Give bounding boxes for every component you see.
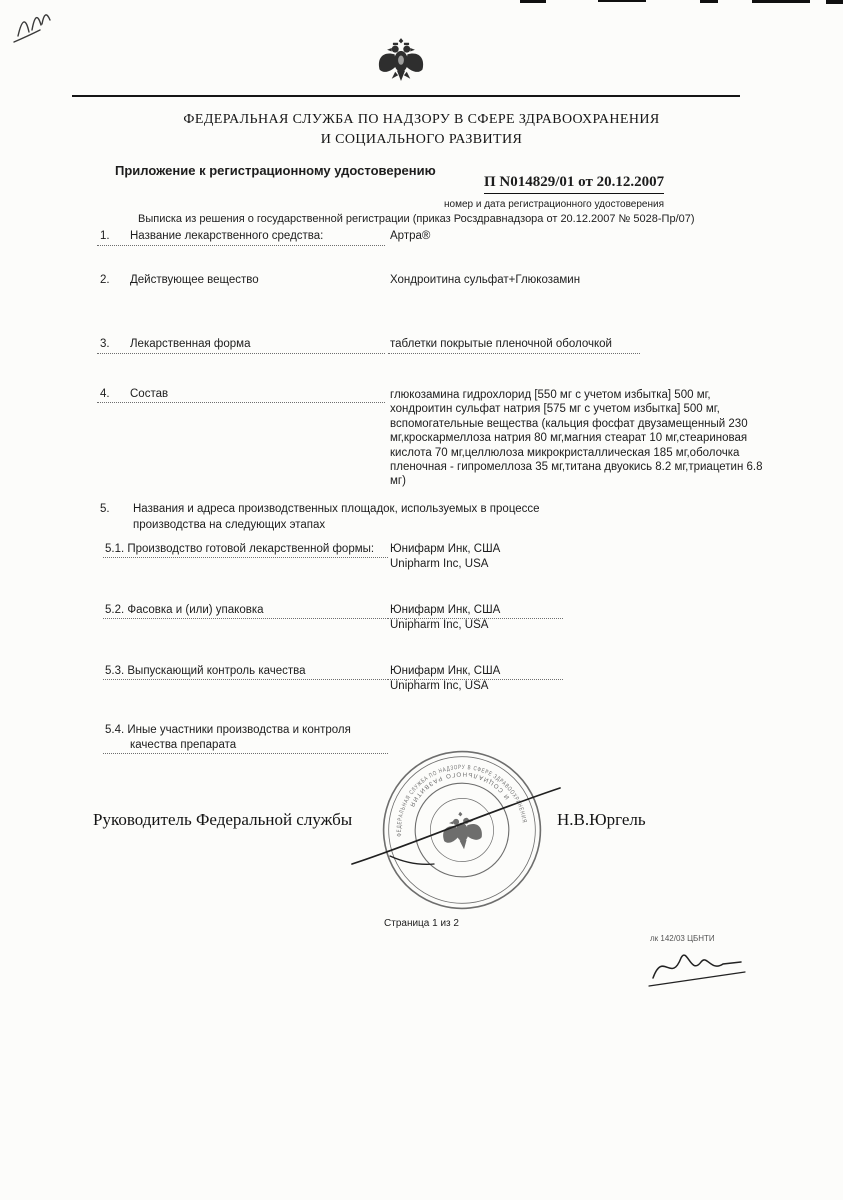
scan-artifact xyxy=(826,0,843,4)
item-label: Название лекарственного средства: xyxy=(130,230,324,242)
handwritten-signature xyxy=(645,942,760,997)
signatory-name: Н.В.Юргель xyxy=(557,810,646,829)
dotted-underline xyxy=(97,402,385,403)
section5-number: 5. xyxy=(100,503,110,515)
dotted-underline xyxy=(103,679,388,680)
subitem-label-line2: качества препарата xyxy=(130,739,237,751)
section5-text-line2: производства на следующих этапах xyxy=(133,519,326,531)
dotted-underline xyxy=(103,557,388,558)
subitem-value-en: Unipharm Inc, USA xyxy=(390,619,489,631)
dotted-underline xyxy=(388,353,640,354)
stamp-ring-text-bottom: И СОЦИАЛЬНОГО РАЗВИТИЯ xyxy=(407,770,512,810)
item-value: таблетки покрытые пленочной оболочкой xyxy=(390,338,612,350)
dotted-underline xyxy=(97,353,385,354)
registration-number-caption: номер и дата регистрационного удостоверения xyxy=(444,199,665,210)
dotted-underline xyxy=(103,753,388,754)
agency-title-line1: ФЕДЕРАЛЬНАЯ СЛУЖБА ПО НАДЗОРУ В СФЕРЕ ЗДРАВООХРАНЕНИЯ xyxy=(183,112,660,127)
appendix-label: Приложение к регистрационному удостоверению xyxy=(115,163,436,178)
scan-artifact xyxy=(752,0,810,3)
subitem-value-ru: Юнифарм Инк, США xyxy=(390,665,501,677)
header-rule xyxy=(72,95,740,97)
subitem-value-ru: Юнифарм Инк, США xyxy=(390,604,501,616)
item-value: глюкозамина гидрохлорид [550 мг с учетом избытка] 500 мг, хондроитин сульфат натрия [575 мг с учетом избытка] 500 мг, вспомогательные вещества (кальция фосфат двузамещенный 230 мг,кроскармеллоза натрия 80 мг,магния стеарат 10 мг,стеариновая кислота 70 мг,целлюлоза микрокристаллическая 185 мг,оболочка пленочная - гипромеллоза 35 мг,титана двуокись 8.2 мг,триацетин 6.8 мг) xyxy=(390,389,763,488)
item-label: Лекарственная форма xyxy=(130,338,251,350)
scan-artifact xyxy=(520,0,546,3)
handwritten-note xyxy=(8,2,64,52)
item-number: 3. xyxy=(100,338,110,350)
subitem-label: 5.2. Фасовка и (или) упаковка xyxy=(105,604,264,616)
subitem-label: 5.1. Производство готовой лекарственной формы: xyxy=(105,543,375,555)
item-label: Действующее вещество xyxy=(130,274,259,286)
item-number: 1. xyxy=(100,230,110,242)
subitem-label: 5.3. Выпускающий контроль качества xyxy=(105,665,306,677)
scan-artifact xyxy=(700,0,718,3)
subitem-label-line1: 5.4. Иные участники производства и контроля xyxy=(105,724,351,736)
item-label: Состав xyxy=(130,388,169,400)
subitem-value-ru: Юнифарм Инк, США xyxy=(390,543,501,555)
extract-line: Выписка из решения о государственной регистрации (приказ Росздравнадзора от 20.12.2007 № 5028-Пр/07) xyxy=(138,213,695,225)
page-indicator: Страница 1 из 2 xyxy=(384,918,459,929)
subitem-value-en: Unipharm Inc, USA xyxy=(390,680,489,692)
item-number: 2. xyxy=(100,274,110,286)
item-value: Хондроитина сульфат+Глюкозамин xyxy=(390,274,581,286)
subitem-value-en: Unipharm Inc, USA xyxy=(390,558,489,570)
signatory-title: Руководитель Федеральной службы xyxy=(93,810,353,829)
dotted-underline xyxy=(97,245,385,246)
stamp-ring-text-top: ФЕДЕРАЛЬНАЯ СЛУЖБА ПО НАДЗОРУ В СФЕРЕ ЗДРАВООХРАНЕНИЯ xyxy=(395,763,528,837)
dotted-underline xyxy=(388,679,563,680)
coat-of-arms-eagle-icon xyxy=(372,28,430,90)
section5-text-line1: Названия и адреса производственных площадок, используемых в процессе xyxy=(133,503,540,515)
item-value: Артра® xyxy=(390,230,431,242)
item-number: 4. xyxy=(100,388,110,400)
dotted-underline xyxy=(103,618,388,619)
pen-stroke-signature xyxy=(338,760,578,885)
agency-title-line2: И СОЦИАЛЬНОГО РАЗВИТИЯ xyxy=(320,132,523,147)
scan-artifact xyxy=(598,0,646,2)
dotted-underline xyxy=(388,618,563,619)
print-code: лк 142/03 ЦБНТИ xyxy=(650,934,715,943)
registration-number: П N014829/01 от 20.12.2007 xyxy=(484,174,664,194)
